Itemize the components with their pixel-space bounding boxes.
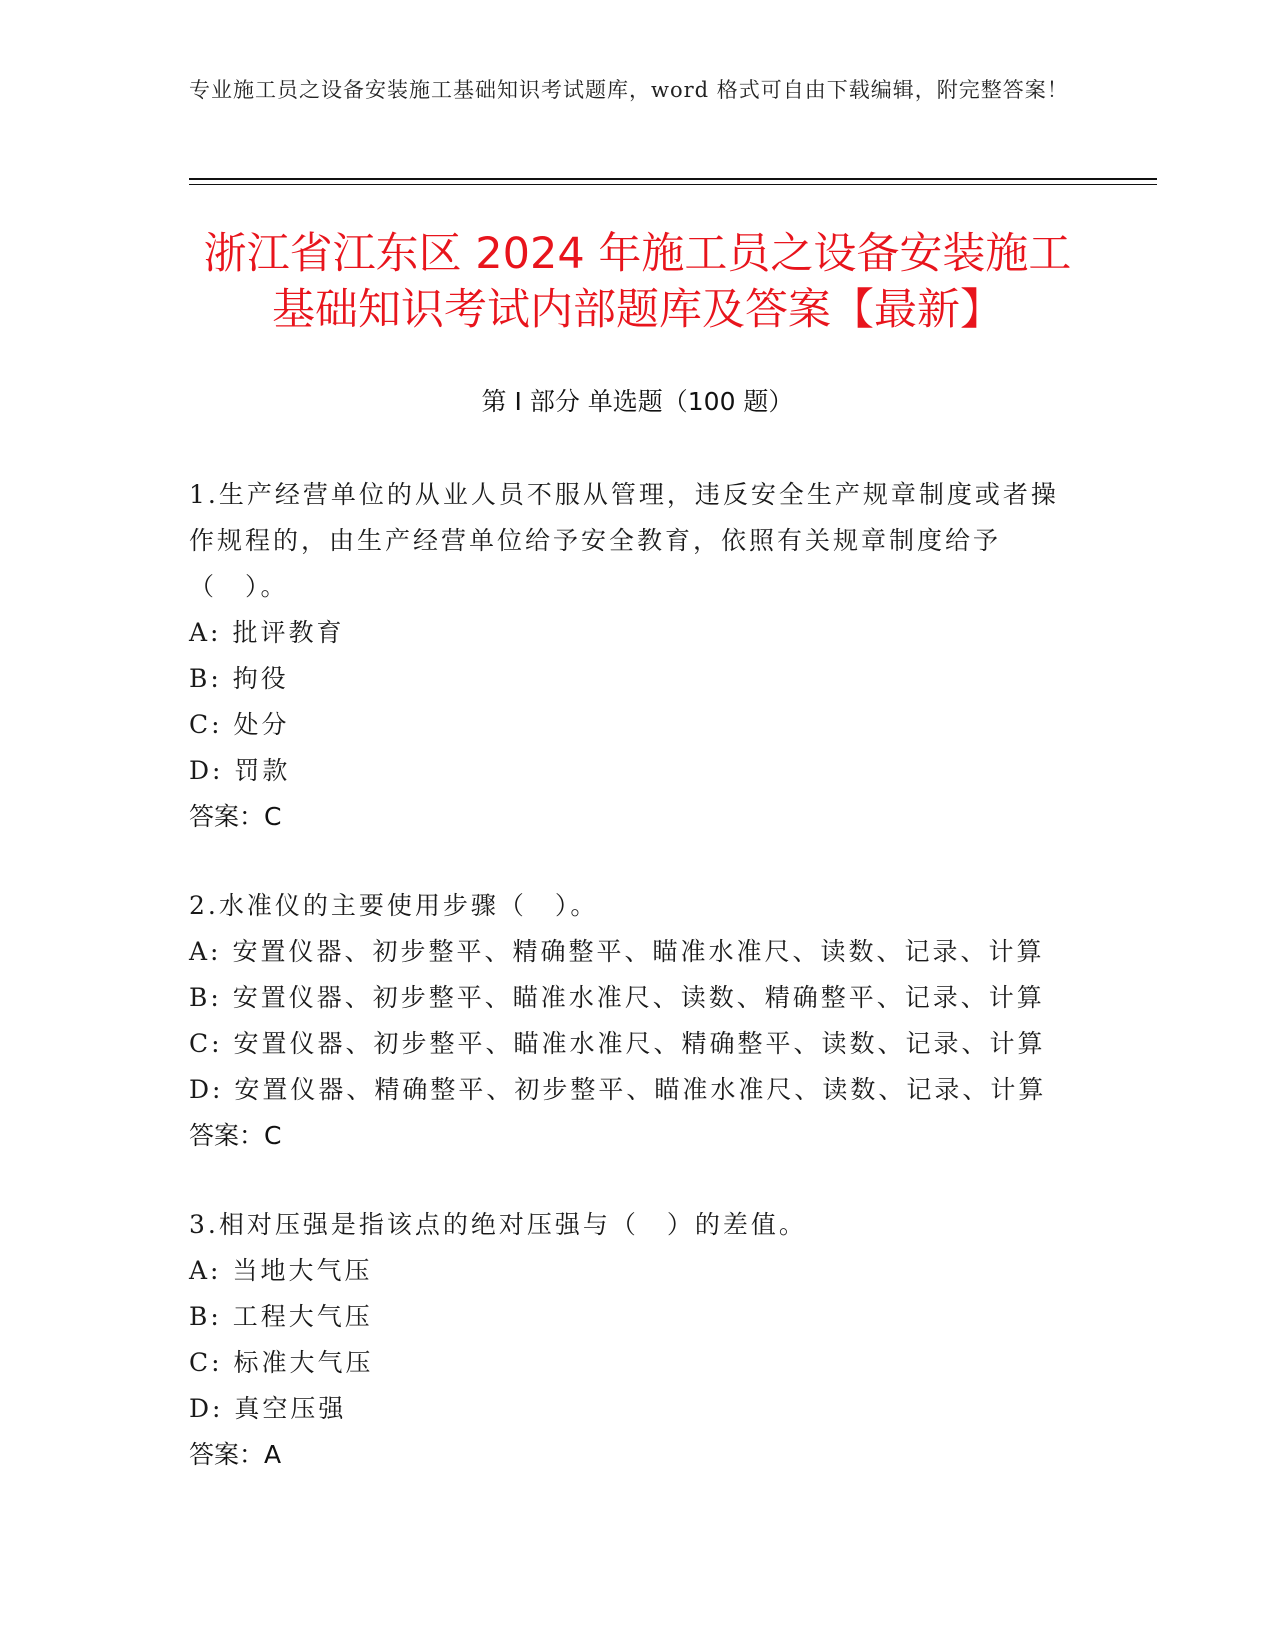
option-label: A:: [189, 618, 222, 647]
answer-line: 答案：A: [189, 1440, 282, 1469]
option-label: B:: [189, 1302, 222, 1331]
header-rule-thick: [189, 178, 1157, 180]
section-heading: 第 I 部分 单选题（100 题）: [481, 387, 794, 416]
answer-line: 答案：C: [189, 1121, 282, 1150]
document-title: [150, 226, 1125, 338]
option-label: A:: [189, 1256, 222, 1285]
question-stem: 3.相对压强是指该点的绝对压强与（ ）的差值。: [189, 1210, 807, 1239]
option-text: 当地大气压: [232, 1256, 373, 1285]
option-text: 处分: [233, 710, 290, 739]
option-c: [189, 702, 1079, 748]
option-text: 安置仪器、精确整平、初步整平、瞄准水准尺、读数、记录、计算: [234, 1075, 1047, 1104]
option-b: [189, 975, 1079, 1021]
option-b: [189, 1294, 1079, 1340]
option-label: B:: [189, 983, 222, 1012]
option-text: 拘役: [232, 664, 289, 693]
answer-line: 答案：C: [189, 802, 282, 831]
option-d: [189, 748, 1079, 794]
question-stem: 2.水准仪的主要使用步骤（ ）。: [189, 891, 599, 920]
option-a: [189, 929, 1079, 975]
header-rule-thin: [189, 184, 1157, 185]
option-text: 真空压强: [234, 1394, 347, 1423]
option-d: [189, 1386, 1079, 1432]
option-d: [189, 1067, 1079, 1113]
option-text: 罚款: [234, 756, 291, 785]
question-spacer: [189, 840, 1079, 883]
option-text: 标准大气压: [233, 1348, 374, 1377]
option-label: B:: [189, 664, 222, 693]
option-a: [189, 610, 1079, 656]
option-c: [189, 1340, 1079, 1386]
question-3: [189, 1202, 1079, 1478]
option-b: [189, 656, 1079, 702]
question-2: [189, 883, 1079, 1159]
option-text: 安置仪器、初步整平、精确整平、瞄准水准尺、读数、记录、计算: [232, 937, 1045, 966]
question-spacer: [189, 1159, 1079, 1202]
option-label: D:: [189, 1394, 224, 1423]
option-text: 安置仪器、初步整平、瞄准水准尺、读数、精确整平、记录、计算: [232, 983, 1045, 1012]
question-1: [189, 472, 1079, 840]
option-label: C:: [189, 710, 223, 739]
question-stem: 1.生产经营单位的从业人员不服从管理，违反安全生产规章制度或者操作规程的，由生产经营单位给予安全教育，依照有关规章制度给予（ ）。: [189, 480, 1059, 601]
question-list: [189, 472, 1079, 1478]
option-label: D:: [189, 756, 224, 785]
header-note: 专业施工员之设备安装施工基础知识考试题库，word 格式可自由下载编辑，附完整答案！: [189, 78, 1069, 102]
option-c: [189, 1021, 1079, 1067]
document-title-line-1: 浙江省江东区 2024 年施工员之设备安装施工: [203, 229, 1072, 279]
option-text: 工程大气压: [232, 1302, 373, 1331]
option-text: 安置仪器、初步整平、瞄准水准尺、精确整平、读数、记录、计算: [233, 1029, 1046, 1058]
option-a: [189, 1248, 1079, 1294]
option-label: D:: [189, 1075, 224, 1104]
option-label: A:: [189, 937, 222, 966]
document-title-line-2: 基础知识考试内部题库及答案【最新】: [272, 285, 1003, 335]
option-label: C:: [189, 1348, 223, 1377]
option-text: 批评教育: [232, 618, 345, 647]
option-label: C:: [189, 1029, 223, 1058]
